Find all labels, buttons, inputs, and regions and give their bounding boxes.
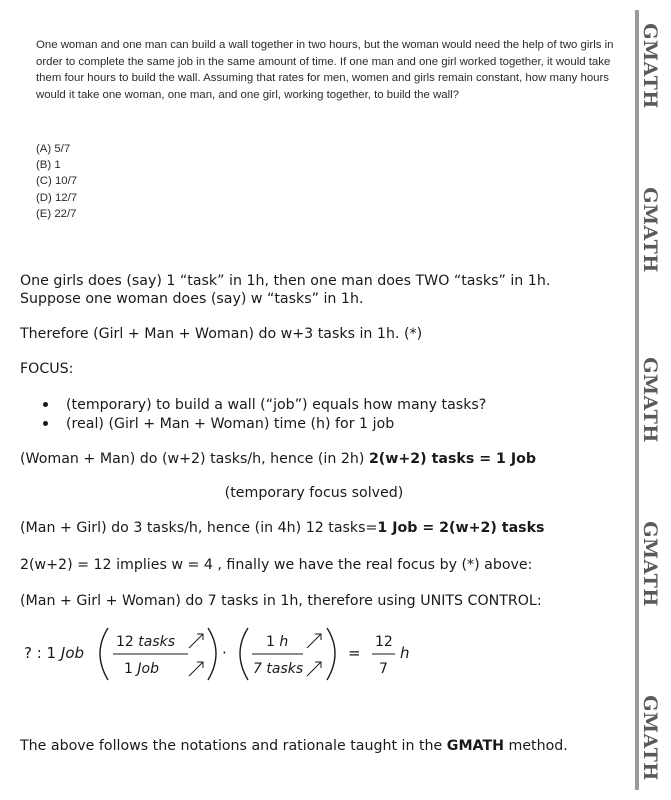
paren-right-1 xyxy=(208,628,216,680)
watermark: GMATH xyxy=(638,695,661,781)
result-numerator: 12 xyxy=(375,634,393,650)
solution-line-4: (Woman + Man) do (w+2) tasks/h, hence (in 2h) 2(w+2) tasks = 1 Job xyxy=(20,451,537,467)
solution-line-7: (Man + Girl + Woman) do 7 tasks in 1h, therefore using UNITS CONTROL: xyxy=(20,593,542,609)
focus-item-real: (real) (Girl + Man + Woman) time (h) for 1 job xyxy=(40,415,486,434)
gmath-brand: GMATH xyxy=(446,738,504,754)
units-control-formula xyxy=(0,620,628,690)
choice-d: (D) 12/7 xyxy=(36,191,78,204)
answer-choices xyxy=(36,141,77,222)
watermark: GMATH xyxy=(638,357,661,443)
focus-list xyxy=(40,396,486,433)
result-unit: h xyxy=(400,644,410,662)
cancel-arrow-icon xyxy=(307,662,321,676)
result-denominator: 7 xyxy=(379,661,388,677)
focus-label: FOCUS: xyxy=(20,361,74,377)
paren-left-1 xyxy=(100,628,108,680)
paren-right-2 xyxy=(327,628,335,680)
solution-line-5: (Man + Girl) do 3 tasks/h, hence (in 4h) 12 tasks=1 Job = 2(w+2) tasks xyxy=(20,520,545,536)
formula-prefix: ? : 1 Job xyxy=(24,644,85,662)
bullet-icon xyxy=(43,421,48,426)
cancel-arrow-icon xyxy=(189,662,203,676)
cancel-arrow-icon xyxy=(189,634,203,648)
brand-strip xyxy=(628,0,671,800)
choice-c: (C) 10/7 xyxy=(36,175,78,188)
solution-line-3: Therefore (Girl + Man + Woman) do w+3 tasks in 1h. (*) xyxy=(20,326,423,342)
equals-sign: = xyxy=(348,644,361,662)
frac1-denominator: 1 Job xyxy=(124,661,159,677)
footer-note: The above follows the notations and rationale taught in the GMATH method. xyxy=(20,738,568,754)
choice-b: (B) 1 xyxy=(36,159,61,172)
solution-line-1: One girls does (say) 1 “task” in 1h, then one man does TWO “tasks” in 1h. xyxy=(20,273,551,289)
multiply-dot: · xyxy=(222,644,227,662)
cancel-arrow-icon xyxy=(307,634,321,648)
choice-a: (A) 5/7 xyxy=(36,143,71,155)
solution-line-6: 2(w+2) = 12 implies w = 4 , finally we have the real focus by (*) above: xyxy=(20,557,533,573)
watermark: GMATH xyxy=(638,187,661,273)
frac1-numerator: 12 tasks xyxy=(116,634,176,650)
watermark: GMATH xyxy=(638,23,661,109)
focus-item-temporary: (temporary) to build a wall (“job”) equals how many tasks? xyxy=(40,396,486,415)
paren-left-2 xyxy=(240,628,248,680)
question-text: One woman and one man can build a wall together in two hours, but the woman would need the help of two girls in order to complete the same job in the same amount of time. If one man and one girl worked together, it would take them four hours to build the wall. Assuming that rates for men, women and girls remain constant, how many hours would it take one woman, one man, and one girl, working together, to build the wall? xyxy=(36,39,614,101)
solution-line-2: Suppose one woman does (say) w “tasks” in 1h. xyxy=(20,291,364,307)
frac2-numerator: 1 h xyxy=(266,634,289,650)
frac2-denominator: 7 tasks xyxy=(253,661,304,677)
bullet-icon xyxy=(43,402,48,407)
temporary-solved-note: (temporary focus solved) xyxy=(224,485,404,501)
watermark: GMATH xyxy=(638,521,661,607)
choice-e: (E) 22/7 xyxy=(36,207,77,220)
